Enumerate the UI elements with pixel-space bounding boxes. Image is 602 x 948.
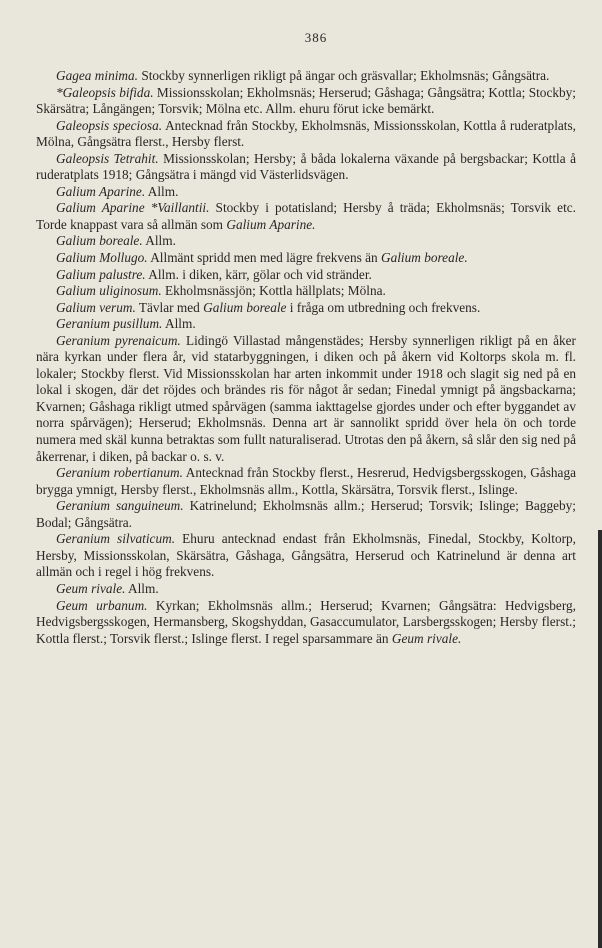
species-name: Galium uliginosum.	[56, 283, 162, 299]
paragraph-text: Allm.	[125, 580, 159, 596]
paragraph-text: Ehuru antecknad endast från Ekholmsnäs, Finedal, Stockby, Koltorp, Hersby, Missionsskolan, Skärsätra, Gåshaga, Gångsätra, Herserud och Katrinelund är denna art allmän och i regel i hög frekvens.	[36, 531, 576, 580]
species-name: Gagea minima.	[56, 68, 138, 83]
species-name: Geranium silvaticum.	[56, 531, 176, 547]
species-name: Galium palustre.	[56, 266, 146, 282]
species-name: Galeopsis speciosa.	[56, 117, 163, 133]
paragraph-text: Stockby synnerligen rikligt på ängar och gräsvallar; Ekholmsnäs; Gångsätra.	[138, 68, 550, 83]
species-name: Galeopsis Tetrahit.	[56, 150, 159, 166]
paragraph-text: Missionsskolan; Hersby; å båda lokalerna växande på bergsbackar; Kottla å ruderatplats 1918; Gångsätra i mängd vid Västerlidsvägen.	[36, 150, 576, 183]
paragraph	[36, 233, 576, 250]
species-name: Geranium robertianum.	[56, 465, 183, 481]
species-name: Galium Aparine.	[56, 183, 146, 199]
paragraph	[36, 333, 576, 465]
species-name: Geranium pusillum.	[56, 316, 163, 332]
paragraph-text: i fråga om utbredning och frekvens.	[286, 299, 481, 315]
species-name: Geum rivale.	[56, 580, 126, 596]
species-name: *Galeopsis bifida.	[56, 84, 154, 100]
paragraph-text: Antecknad från Stockby flerst., Hesrerud, Hedvigsbergsskogen, Gåshaga brygga ymnigt, Hersby flerst., Ekholmsnäs allm., Kottla, Skärsätra, Torsvik flerst., Islinge.	[36, 465, 576, 497]
species-name: Galium Mollugo.	[56, 250, 148, 266]
paragraph	[36, 598, 576, 648]
paragraph-text: Allmänt spridd men med lägre frekvens än	[147, 250, 381, 266]
paragraph	[36, 316, 576, 333]
paragraph-text: Allm.	[162, 316, 196, 332]
paragraph	[36, 151, 576, 184]
species-name: Galium Aparine *Vaillantii.	[56, 200, 210, 216]
paragraph-text: Ekholmsnässjön; Kottla hällplats; Mölna.	[161, 283, 386, 299]
page-number: 386	[304, 30, 328, 45]
paragraph	[36, 267, 576, 284]
species-name: Geranium sanguineum.	[56, 498, 184, 514]
paragraph-text: Katrinelund; Ekholmsnäs allm.; Herserud; Torsvik; Islinge; Baggeby; Bodal; Gångsätra.	[36, 498, 576, 530]
paragraph-text: Allm.	[145, 183, 179, 199]
paragraph	[36, 465, 576, 498]
paragraph	[36, 283, 576, 300]
species-name: Geranium pyrenaicum.	[56, 332, 181, 348]
page-edge-shadow	[598, 530, 602, 948]
species-name: Galium Aparine.	[226, 216, 316, 232]
paragraph	[36, 300, 576, 317]
paragraph	[36, 581, 576, 598]
species-name: Galium verum.	[56, 299, 136, 315]
paragraph	[36, 531, 576, 581]
paragraph-text: Antecknad från Stockby, Ekholmsnäs, Missionsskolan, Kottla å ruderatplats, Mölna, Gångsätra flerst., Hersby flerst.	[36, 117, 576, 150]
paragraph-text: Kyrkan; Ekholmsnäs allm.; Herserud; Kvarnen; Gångsätra: Hedvigsberg, Hedvigsbergsskogen, Hermansberg, Skogshyddan, Gasaccumulator, Larsbergsskogen; Hersby flerst.; Kottla flerst.; Torsvik flerst.; Islinge flerst. I regel sparsammare än	[36, 597, 576, 646]
paragraph-text: Allm. i diken, kärr, gölar och vid stränder.	[145, 266, 372, 282]
species-name: Geum rivale.	[391, 630, 462, 646]
species-name: Galium boreale.	[380, 250, 468, 266]
paragraph-text: Allm.	[142, 233, 176, 249]
paragraph	[36, 498, 576, 531]
paragraph	[36, 250, 576, 267]
paragraph	[36, 118, 576, 151]
body-text	[36, 68, 576, 647]
species-name: Geum urbanum.	[56, 597, 148, 613]
paragraph-text: Lidingö Villastad mångenstädes; Hersby synnerligen rikligt på en åker nära kyrkan under flera år, vid statarbyggningen, i diken och på åkern vid Koltorps skola m. fl. lokaler; Stockby flerst. Vid Missionsskolan har arten inkommit under 1918 och slagit sig ned på en lokal i skogen, där det röjdes och brändes ris för något år sedan; Finedal ymnigt på ängsbackarna; Kvarnen; Gåshaga rikligt utmed spårvägen (samma iakttagelse gjordes under och efter byggandet av norra spårvägen); Herserud; Ekholmsnäs. Denna art är sannolikt spridd över hela ön och torde numera med skäl kunna betraktas som fullt naturaliserad. Utrotas den på åkern, så slår den sig ned på åkerrenar, i diken, på backar o. s. v.	[36, 332, 576, 464]
paragraph-text: Stockby i potatisland; Hersby å träda; Ekholmsnäs; Torsvik etc. Torde knappast vara så allmän som	[36, 200, 576, 232]
species-name: Galium boreale	[203, 299, 287, 315]
species-name: Galium boreale.	[56, 233, 143, 249]
paragraph	[36, 85, 576, 118]
paragraph	[36, 184, 576, 201]
paragraph-text: Missionsskolan; Ekholmsnäs; Herserud; Gåshaga; Gångsätra; Kottla; Stockby; Skärsätra; Långängen; Torsvik; Mölna etc. Allm. ehuru förut icke bemärkt.	[36, 84, 576, 117]
paragraph-text: Tävlar med	[135, 299, 204, 315]
paragraph	[36, 200, 576, 233]
paragraph	[36, 68, 576, 85]
